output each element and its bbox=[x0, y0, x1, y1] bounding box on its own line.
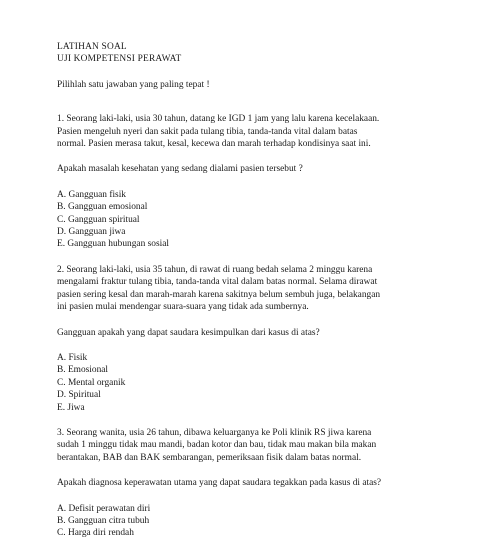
instruction-text: Pilihlah satu jawaban yang paling tepat ! bbox=[57, 79, 210, 90]
question-3-options bbox=[57, 503, 457, 540]
question-3-text-line: berantakan, BAB dan BAK sembarangan, pemeriksaan fisik dalam batas normal. bbox=[57, 452, 362, 463]
option-item: C. Mental organik bbox=[57, 377, 126, 388]
question-2-text-line: ini pasien mulai mendengar suara-suara yang tidak ada sumbernya. bbox=[57, 302, 309, 313]
question-1-text-line: normal. Pasien merasa takut, kesal, kecewa dan marah terhadap kondisinya saat ini. bbox=[57, 139, 371, 150]
question-2-text-line: pasien sering kesal dan marah-marah karena sakitnya belum sembuh juga, belakangan bbox=[57, 289, 381, 300]
question-3-prompt: Apakah diagnosa keperawatan utama yang dapat saudara tegakkan pada kasus di atas? bbox=[57, 478, 382, 489]
option-item: A. Fisik bbox=[57, 352, 88, 363]
option-item: B. Gangguan citra tubuh bbox=[57, 515, 150, 526]
question-3-text-line: sudah 1 minggu tidak mau mandi, badan kotor dan bau, tidak mau makan bila makan bbox=[57, 440, 377, 451]
question-2-prompt: Gangguan apakah yang dapat saudara kesimpulkan dari kasus di atas? bbox=[57, 327, 320, 338]
option-item: D. Spiritual bbox=[57, 390, 101, 401]
document-page bbox=[57, 41, 457, 540]
question-2 bbox=[57, 264, 457, 414]
option-item: D. Gangguan jiwa bbox=[57, 227, 126, 238]
option-item: A. Defisit perawatan diri bbox=[57, 503, 151, 514]
question-1-prompt: Apakah masalah kesehatan yang sedang dialami pasien tersebut ? bbox=[57, 164, 303, 175]
option-item: C. Gangguan spiritual bbox=[57, 214, 140, 225]
question-1-text-line: 1. Seorang laki-laki, usia 30 tahun, datang ke IGD 1 jam yang lalu karena kecelakaan. bbox=[57, 114, 380, 125]
option-item: B. Gangguan emosional bbox=[57, 202, 148, 213]
option-item: C. Harga diri rendah bbox=[57, 528, 134, 539]
option-item: B. Emosional bbox=[57, 365, 109, 376]
question-3-text-line: 3. Seorang wanita, usia 26 tahun, dibawa keluarganya ke Poli klinik RS jiwa karena bbox=[57, 427, 372, 438]
document-header bbox=[57, 41, 457, 91]
question-2-options bbox=[57, 352, 457, 414]
question-1-options bbox=[57, 189, 457, 251]
question-1 bbox=[57, 113, 457, 251]
question-2-text-line: mengalami fraktur tulang tibia, tanda-tanda vital dalam batas normal. Selama dirawat bbox=[57, 277, 378, 288]
question-2-text-line: 2. Seorang laki-laki, usia 35 tahun, di rawat di ruang bedah selama 2 minggu karena bbox=[57, 264, 373, 275]
question-1-text-line: Pasien mengeluh nyeri dan sakit pada tulang tibia, tanda-tanda vital dalam batas bbox=[57, 126, 358, 137]
option-item: E. Jiwa bbox=[57, 402, 85, 413]
option-item: A. Gangguan fisik bbox=[57, 189, 126, 200]
option-item: E. Gangguan hubungan sosial bbox=[57, 239, 169, 250]
question-3 bbox=[57, 427, 457, 540]
document-title: LATIHAN SOAL bbox=[57, 42, 127, 52]
document-subtitle: UJI KOMPETENSI PERAWAT bbox=[57, 54, 182, 65]
